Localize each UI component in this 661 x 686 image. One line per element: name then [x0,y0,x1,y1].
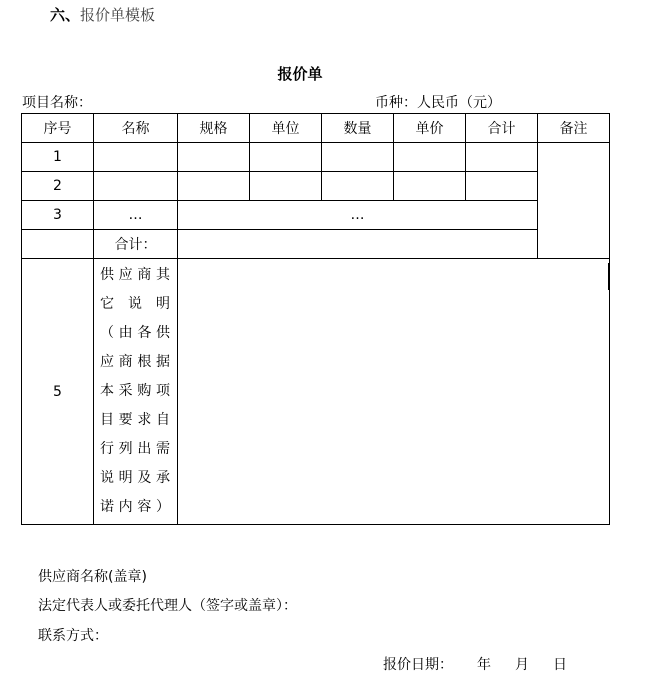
cell-merged-ellipsis: … [178,201,538,230]
table-row [22,143,610,172]
table-row-total [22,230,610,259]
supplier-name-label: 供应商名称(盖章) [38,569,147,585]
row-number: 2 [22,172,94,201]
currency-label: 币种：人民币（元） [375,95,501,111]
section-heading [50,4,155,25]
date-month: 月 [515,657,529,673]
row-number: 3 [22,201,94,230]
section-title: 报价单模板 [80,6,156,24]
row-number: 5 [22,259,94,525]
header-cell: 备注 [538,114,610,143]
section-number: 六、 [50,6,81,24]
notes-line: 供应商其 [100,267,171,283]
notes-line: 诺内容） [100,499,171,515]
total-label: 合计： [94,230,178,259]
header-cell: 规格 [178,114,250,143]
notes-line: （由各供 [100,325,171,341]
cell-quantity[interactable] [322,172,394,201]
notes-line: 它说明 [100,296,171,312]
cell-unit[interactable] [250,172,322,201]
project-name-label: 项目名称： [22,95,92,111]
cell-spec[interactable] [178,143,250,172]
notes-line: 说明及承 [100,470,171,486]
cell-unit-price[interactable] [394,143,466,172]
header-cell: 单位 [250,114,322,143]
cell-total[interactable] [466,143,538,172]
quotation-table [21,113,610,525]
cell-unit-price[interactable] [394,172,466,201]
table-header-row [22,114,610,143]
cell-name[interactable] [94,143,178,172]
row-number: 1 [22,143,94,172]
notes-line: 目要求自 [100,412,171,428]
header-cell: 数量 [322,114,394,143]
cell-name: … [94,201,178,230]
header-cell: 名称 [94,114,178,143]
notes-line: 本采购项 [100,383,171,399]
cell-name[interactable] [94,172,178,201]
row-number-empty [22,230,94,259]
cell-total[interactable] [466,172,538,201]
supplier-notes-label [94,259,178,525]
representative-label: 法定代表人或委托代理人（签字或盖章）： [38,598,297,614]
contact-label: 联系方式： [38,628,108,644]
table-row [22,201,610,230]
header-cell: 合计 [466,114,538,143]
supplier-notes-content[interactable] [178,259,610,525]
date-label: 报价日期： [383,657,453,673]
notes-line: 应商根据 [100,354,171,370]
table-row-notes [22,259,610,525]
table-edge-mark [608,263,610,290]
table-row [22,172,610,201]
total-value-cell[interactable] [178,230,538,259]
header-cell: 序号 [22,114,94,143]
date-day: 日 [553,657,567,673]
notes-line: 行列出需 [100,441,171,457]
quote-date [383,654,567,674]
cell-spec[interactable] [178,172,250,201]
date-year: 年 [477,657,491,673]
header-cell: 单价 [394,114,466,143]
cell-remarks[interactable] [538,143,610,259]
document-title: 报价单 [277,65,323,83]
cell-unit[interactable] [250,143,322,172]
cell-quantity[interactable] [322,143,394,172]
